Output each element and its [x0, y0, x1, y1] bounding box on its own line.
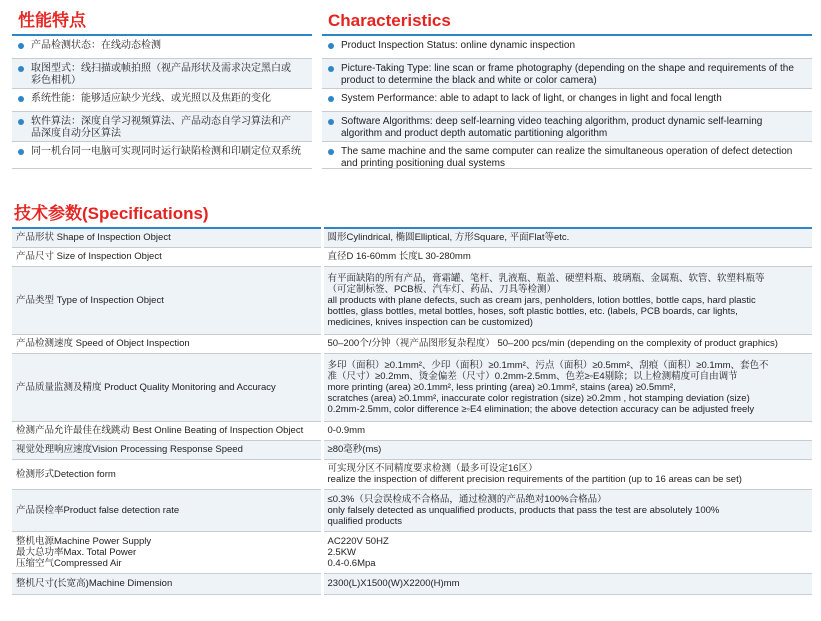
bullet-dot-icon: [18, 43, 24, 49]
characteristics-cn-column: [12, 8, 312, 169]
characteristics-cn-list: [12, 36, 312, 169]
spec-key: 产品类型 Type of Inspection Object: [12, 266, 322, 334]
spec-key: 产品检测速度 Speed of Object Inspection: [12, 334, 322, 353]
spec-value: 有平面缺陷的所有产品，膏霜罐、笔杆、乳液瓶、瓶盖、硬塑料瓶、玻璃瓶、金属瓶、软管、软塑料瓶等 （可定制标签、PCB板、汽车灯、药品、刀具等检测） all products with plane defects, such as cream jars, penholders, lotion bottles, bottle caps, hard plastic bottles, glass bottles, metal bottles, hoses, soft plastic bottles, etc. (labels, PCB boards, car lights, medicines, knives inspection can be customized): [322, 266, 812, 334]
bullet-dot-icon: [328, 119, 334, 125]
spec-key: 整机尺寸(长宽高)Machine Dimension: [12, 573, 322, 594]
characteristics-section: [12, 8, 812, 184]
characteristics-en-list: [322, 36, 812, 169]
spec-row: [12, 531, 812, 573]
spec-row: [12, 228, 812, 247]
spec-value: 可实现分区不同精度要求检测（最多可设定16区） realize the inspection of different precision requirements of the partition (up to 16 areas can be set): [322, 459, 812, 489]
specifications-section: [12, 200, 812, 595]
spec-key: 产品形状 Shape of Inspection Object: [12, 228, 322, 247]
spec-value: 直径D 16-60mm 长度L 30-280mm: [322, 247, 812, 266]
spec-value: 圆形Cylindrical, 椭圆Elliptical, 方形Square, 平面Flat等etc.: [322, 228, 812, 247]
feature-item: 同一机台同一电脑可实现同时运行缺陷检测和印刷定位双系统: [12, 142, 312, 169]
bullet-dot-icon: [18, 96, 24, 102]
feature-item: 软件算法：深度自学习视频算法、产品动态自学习算法和产 品深度自动分区算法: [12, 112, 312, 142]
spec-key: 产品误检率Product false detection rate: [12, 489, 322, 531]
bullet-dot-icon: [18, 66, 24, 72]
specifications-title-row: [12, 200, 812, 228]
bullet-dot-icon: [18, 149, 24, 155]
spec-value: 0-0.9mm: [322, 421, 812, 440]
spec-key: 产品尺寸 Size of Inspection Object: [12, 247, 322, 266]
spec-row: [12, 459, 812, 489]
spec-row: [12, 353, 812, 421]
spec-key: 视觉处理响应速度Vision Processing Response Speed: [12, 440, 322, 459]
feature-item: Product Inspection Status: online dynamic inspection: [322, 36, 812, 59]
spec-key: 整机电源Machine Power Supply 最大总功率Max. Total Power 压缩空气Compressed Air: [12, 531, 322, 573]
spec-value: ≤0.3%（只会误检成不合格品，通过检测的产品绝对100%合格品） only falsely detected as unqualified products, products that pass the test are absolutely 100% qualified products: [322, 489, 812, 531]
spec-row: [12, 266, 812, 334]
characteristics-en-title: Characteristics: [322, 8, 812, 36]
spec-value: 50–200个/分钟（视产品图形复杂程度） 50–200 pcs/min (depending on the complexity of product graphics): [322, 334, 812, 353]
spec-row: [12, 247, 812, 266]
bullet-dot-icon: [328, 43, 334, 49]
spec-value: 多印（面积）≥0.1mm²、少印（面积）≥0.1mm²、污点（面积）≥0.5mm²、刮痕（面积）≥0.1mm、套色不 准（尺寸）≥0.2mm、烫金偏差（尺寸）0.2mm-2.5mm、色差≥◦E4剔除；以上检测精度可自由调节 more printing (area) ≥0.1mm², less printing (area) ≥0.1mm², stains (area) ≥0.5mm², scratches (area) ≥0.1mm², inaccurate color registration (size) ≥0.2mm , hot stamping deviation (size) 0.2mm-2.5mm, color difference ≥◦E4 elimination; the above detection accuracy can be adjusted freely: [322, 353, 812, 421]
spec-value: 2300(L)X1500(W)X2200(H)mm: [322, 573, 812, 594]
characteristics-en-column: [322, 8, 812, 169]
feature-item: Picture-Taking Type: line scan or frame photography (depending on the shape and requirements of the product to determine the black and white or color camera): [322, 59, 812, 89]
feature-item: System Performance: able to adapt to lack of light, or changes in light and focal length: [322, 89, 812, 112]
bullet-dot-icon: [328, 149, 334, 155]
spec-row: [12, 440, 812, 459]
spec-value: ≥80毫秒(ms): [322, 440, 812, 459]
feature-item: 取图型式：线扫描或帧拍照（视产品形状及需求决定黑白或 彩色相机）: [12, 59, 312, 89]
spec-row: [12, 421, 812, 440]
spec-key: 产品质量监测及精度 Product Quality Monitoring and Accuracy: [12, 353, 322, 421]
bullet-dot-icon: [18, 119, 24, 125]
feature-item: Software Algorithms: deep self-learning video teaching algorithm, product dynamic self-learning algorithm and product depth automatic partitioning algorithm: [322, 112, 812, 142]
spec-value: AC220V 50HZ 2.5KW 0.4-0.6Mpa: [322, 531, 812, 573]
spec-key: 检测产品允许最佳在线跳动 Best Online Beating of Inspection Object: [12, 421, 322, 440]
specifications-table: [12, 200, 812, 595]
bullet-dot-icon: [328, 96, 334, 102]
characteristics-cn-title: 性能特点: [12, 8, 312, 36]
bullet-dot-icon: [328, 66, 334, 72]
specifications-title: 技术参数(Specifications): [12, 200, 322, 228]
spec-row: [12, 573, 812, 594]
spec-row: [12, 489, 812, 531]
spec-key: 检测形式Detection form: [12, 459, 322, 489]
spec-row: [12, 334, 812, 353]
feature-item: 产品检测状态：在线动态检测: [12, 36, 312, 59]
feature-item: The same machine and the same computer can realize the simultaneous operation of defect detection and printing positioning dual systems: [322, 142, 812, 169]
feature-item: 系统性能：能够适应缺少光线、或光照以及焦距的变化: [12, 89, 312, 112]
